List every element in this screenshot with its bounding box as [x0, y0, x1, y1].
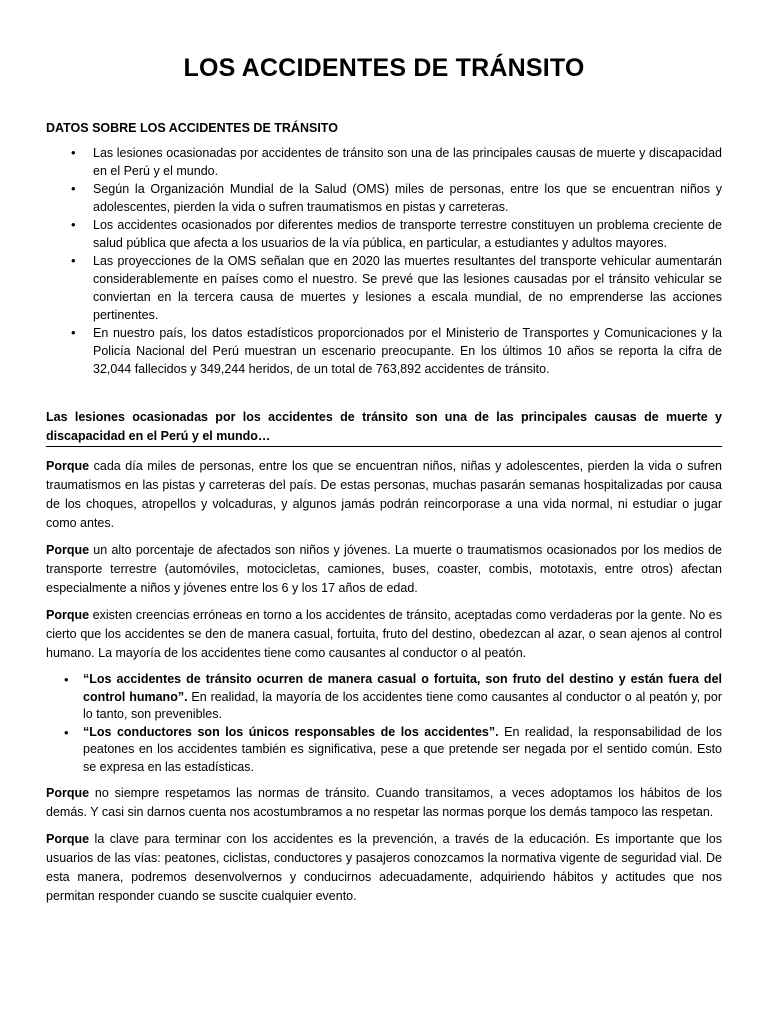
- reason-text: cada día miles de personas, entre los que se encuentran niños, niñas y adolescentes, pierden la vida o sufren traumatismos en las pistas y carreteras del país. De estas personas, muchas pasarán semanas hospitalizadas por causa de los choques, atropellos y volcaduras, y algunos jamás podrán reincorporase a una vida normal, ni estudiar o jugar como antes.: [46, 459, 722, 530]
- myths-list: [46, 671, 722, 776]
- reason-keyword: Porque: [46, 459, 90, 473]
- reason-text: un alto porcentaje de afectados son niños y jóvenes. La muerte o traumatismos ocasionados por los medios de transporte terrestre (automóviles, motocicletas, camiones, buses, coaster, combis, mototaxis, entre otros) afectan especialmente a niños y jóvenes entre los 6 y los 17 años de edad.: [46, 543, 722, 595]
- list-item: • Las lesiones ocasionadas por accidentes de tránsito son una de las principales causas de muerte y discapacidad en el Perú y el mundo.: [46, 144, 722, 180]
- list-item: • Los accidentes ocasionados por diferentes medios de transporte terrestre constituyen un problema creciente de salud pública que afecta a los usuarios de la vía pública, en particular, a estudiantes y adultos mayores.: [46, 216, 722, 252]
- reason-paragraph-2: [46, 541, 722, 598]
- claim-heading: Las lesiones ocasionadas por los accidentes de tránsito son una de las principales causas de muerte y discapacidad en el Perú y el mundo…: [46, 408, 722, 447]
- reason-paragraph-1: [46, 457, 722, 533]
- document-title: LOS ACCIDENTES DE TRÁNSITO: [183, 54, 585, 82]
- myth-quote: “Los conductores son los únicos responsables de los accidentes”.: [83, 724, 499, 739]
- reason-text: no siempre respetamos las normas de tránsito. Cuando transitamos, a veces adoptamos los hábitos de los demás. Y casi sin darnos cuenta nos acostumbramos a no respetar las normas porque los demás tampoco las respetan.: [46, 786, 722, 819]
- reason-paragraph-4: [46, 784, 722, 822]
- list-item: [46, 671, 722, 724]
- myth-text: En realidad, la responsabilidad de los peatones en los accidentes también es significativa, pese a que pretende ser negada por el sentido común. Esto se expresa en las estadísticas.: [83, 724, 722, 774]
- reason-keyword: Porque: [46, 786, 90, 800]
- list-item: • En nuestro país, los datos estadísticos proporcionados por el Ministerio de Transportes y Comunicaciones y la Policía Nacional del Perú muestran un escenario preocupante. En los últimos 10 años se reporta la cifra de 32,044 fallecidos y 349,244 heridos, de un total de 763,892 accidentes de tránsito.: [46, 324, 722, 378]
- myth-quote: “Los accidentes de tránsito ocurren de manera casual o fortuita, son fruto del destino y están fuera del control humano”.: [83, 672, 722, 704]
- reason-keyword: Porque: [46, 608, 90, 622]
- list-item: • Según la Organización Mundial de la Salud (OMS) miles de personas, entre los que se encuentran niños y adolescentes, pierden la vida o sufren traumatismos en pistas y carreteras.: [46, 180, 722, 216]
- reason-keyword: Porque: [46, 543, 90, 557]
- datos-list: [46, 144, 722, 378]
- reason-keyword: Porque: [46, 832, 90, 846]
- datos-heading: DATOS SOBRE LOS ACCIDENTES DE TRÁNSITO: [46, 121, 338, 135]
- reason-text: existen creencias erróneas en torno a los accidentes de tránsito, aceptadas como verdaderas por la gente. No es cierto que los accidentes se den de manera casual, fortuita, fruto del destino, obedezcan al azar, o sean ajenos al control humano. La mayoría de los accidentes tiene como causantes al conductor o al peatón.: [46, 608, 722, 660]
- reason-paragraph-5: [46, 830, 722, 906]
- list-item: • Las proyecciones de la OMS señalan que en 2020 las muertes resultantes del transporte vehicular aumentarán considerablemente en países como el nuestro. Se prevé que las lesiones causadas por el tránsito vehicular se conviertan en la tercera causa de muertes y lesiones a escala mundial, de no emprenderse las acciones pertinentes.: [46, 252, 722, 324]
- myth-text: En realidad, la mayoría de los accidentes tiene como causantes al conductor o al peatón y, por lo tanto, son prevenibles.: [83, 689, 723, 721]
- reason-paragraph-3: [46, 606, 722, 663]
- reason-text: la clave para terminar con los accidentes es la prevención, a través de la educación. Es importante que los usuarios de las vías: peatones, ciclistas, conductores y pasajeros conozcamos la normativa vigente de seguridad vial. De esta manera, podremos desenvolvernos y conducirnos adecuadamente, adquiriendo hábitos y actitudes que nos permitan responder cuando se suscite cualquier evento.: [46, 832, 722, 903]
- list-item: [46, 724, 722, 777]
